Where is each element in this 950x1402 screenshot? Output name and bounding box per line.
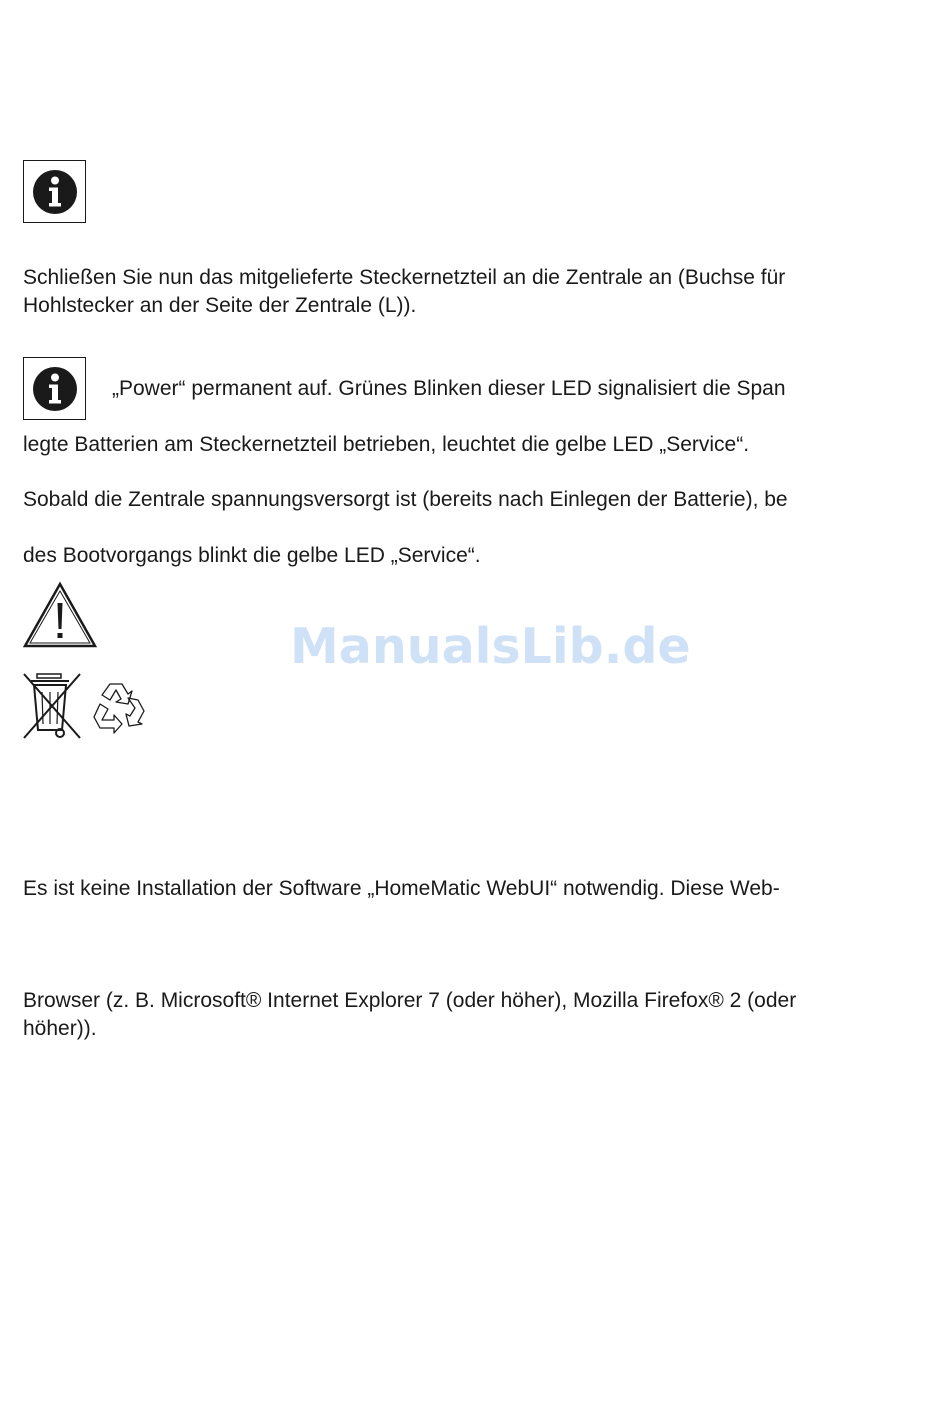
paragraph-power-supply-line-2: Hohlstecker an der Seite der Zentrale (L)). — [23, 294, 417, 317]
paragraph-browser-line-2: höher)). — [23, 1017, 97, 1040]
paragraph-boot-line-2: des Bootvorgangs blinkt die gelbe LED „Service“. — [23, 544, 481, 567]
paragraph-boot-line-1: Sobald die Zentrale spannungsversorgt ist (bereits nach Einlegen der Batterie), be — [23, 488, 788, 511]
info-icon — [32, 169, 78, 215]
recycling-icon — [88, 678, 152, 740]
info-icon — [32, 366, 78, 412]
paragraph-power-supply-line-1: Schließen Sie nun das mitgelieferte Steckernetzteil an die Zentrale an (Buchse für — [23, 266, 786, 289]
paragraph-browser-line-1: Browser (z. B. Microsoft® Internet Explorer 7 (oder höher), Mozilla Firefox® 2 (oder — [23, 989, 797, 1012]
watermark: ManualsLib.de — [290, 618, 691, 675]
paragraph-led-line-1: „Power“ permanent auf. Grünes Blinken dieser LED signalisiert die Span — [112, 377, 786, 400]
paragraph-led-line-2: legte Batterien am Steckernetzteil betrieben, leuchtet die gelbe LED „Service“. — [23, 433, 750, 456]
warning-triangle-icon — [22, 581, 98, 649]
info-box — [23, 160, 86, 223]
info-box — [23, 357, 86, 420]
paragraph-software-line-1: Es ist keine Installation der Software „HomeMatic WebUI“ notwendig. Diese Web- — [23, 877, 780, 900]
crossed-out-wheelie-bin-icon — [22, 672, 82, 740]
